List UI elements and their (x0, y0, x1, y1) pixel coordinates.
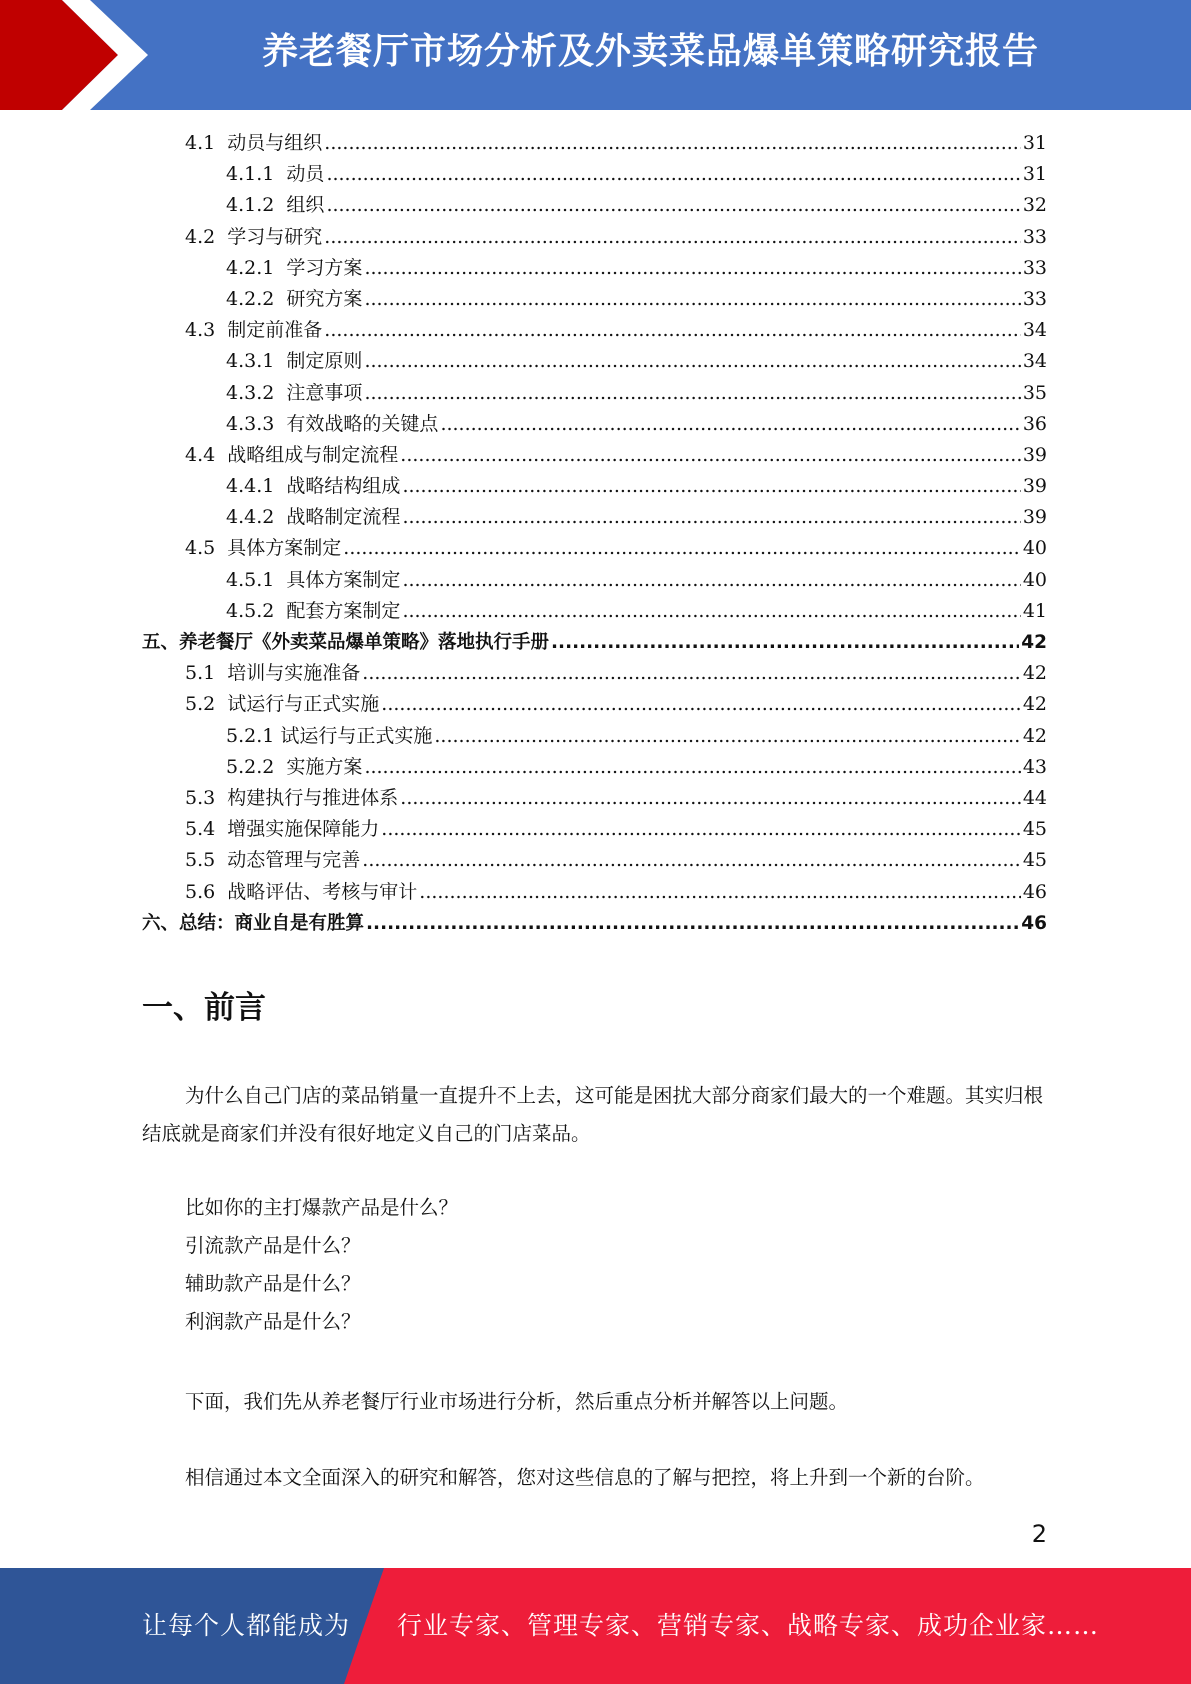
toc-entry-page: 40 (1022, 537, 1047, 560)
question-line: 利润款产品是什么？ (185, 1310, 361, 1333)
toc-leader-dots (419, 877, 1021, 908)
toc-entry[interactable] (142, 752, 1047, 783)
toc-entry-label: 五、养老餐厅《外卖菜品爆单策略》落地执行手册 (142, 632, 550, 653)
toc-entry-label: 4.3.2 注意事项 (226, 381, 363, 404)
page-footer (0, 1568, 1191, 1684)
toc-entry[interactable] (142, 284, 1047, 315)
toc-entry-label: 4.5.2 配套方案制定 (226, 599, 401, 622)
toc-leader-dots (364, 253, 1020, 284)
footer-slogan-right: 行业专家、管理专家、营销专家、战略专家、成功企业家…… (397, 1611, 1100, 1640)
toc-entry[interactable] (142, 533, 1047, 564)
intro-paragraph: 为什么自己门店的菜品销量一直提升不上去，这可能是困扰大部分商家们最大的一个难题。其实归根结底就是商家们并没有很好地定义自己的门店菜品。 (142, 1084, 1044, 1145)
toc-leader-dots (551, 627, 1019, 658)
question-line: 引流款产品是什么？ (185, 1234, 361, 1257)
toc-entry-page: 41 (1022, 599, 1047, 622)
toc-entry-page: 45 (1022, 849, 1047, 872)
toc-entry[interactable] (142, 814, 1047, 845)
toc-entry-label: 4.2.1 学习方案 (226, 256, 363, 279)
toc-entry-label: 4.4 战略组成与制定流程 (185, 443, 399, 466)
toc-entry-page: 33 (1022, 225, 1047, 248)
toc-entry[interactable] (142, 128, 1047, 159)
toc-entry[interactable] (142, 253, 1047, 284)
toc-entry-page: 42 (1022, 662, 1047, 685)
section-heading: 一、前言 (142, 990, 266, 1026)
toc-leader-dots (402, 596, 1020, 627)
toc-entry-page: 42 (1022, 693, 1047, 716)
toc-entry-label: 4.4.1 战略结构组成 (226, 475, 401, 498)
toc-leader-dots (402, 471, 1020, 502)
toc-entry-page: 46 (1021, 912, 1047, 934)
toc-entry-label: 4.5 具体方案制定 (185, 537, 342, 560)
toc-entry-label: 4.3.1 制定原则 (226, 350, 363, 373)
toc-entry-page: 33 (1022, 287, 1047, 310)
toc-entry-label: 5.2.2 实施方案 (226, 755, 363, 778)
toc-entry-label: 4.4.2 战略制定流程 (226, 506, 401, 529)
toc-leader-dots (440, 409, 1020, 440)
question-line: 辅助款产品是什么？ (185, 1272, 361, 1295)
page-header (0, 0, 1191, 110)
toc-leader-dots (381, 689, 1021, 720)
toc-entry[interactable] (142, 689, 1047, 720)
footer-slogan-left: 让每个人都能成为 (142, 1611, 351, 1640)
question-line: 比如你的主打爆款产品是什么？ (185, 1196, 459, 1219)
toc-entry[interactable] (142, 346, 1047, 377)
table-of-contents (142, 128, 1047, 939)
toc-entry-label: 5.3 构建执行与推进体系 (185, 786, 399, 809)
toc-entry[interactable] (142, 471, 1047, 502)
toc-entry-page: 34 (1022, 319, 1047, 342)
toc-entry-page: 31 (1022, 132, 1047, 154)
toc-leader-dots (326, 190, 1020, 221)
toc-entry[interactable] (142, 378, 1047, 409)
toc-entry-page: 39 (1022, 506, 1047, 529)
toc-leader-dots (381, 814, 1021, 845)
toc-entry-page: 43 (1022, 755, 1047, 778)
toc-entry[interactable] (142, 877, 1047, 908)
toc-entry[interactable] (142, 908, 1047, 939)
toc-entry-page: 45 (1022, 818, 1047, 841)
toc-leader-dots (402, 565, 1020, 596)
toc-leader-dots (400, 783, 1021, 814)
toc-entry[interactable] (142, 565, 1047, 596)
toc-entry-label: 5.1 培训与实施准备 (185, 662, 361, 685)
toc-entry[interactable] (142, 596, 1047, 627)
toc-entry-page: 39 (1022, 443, 1047, 466)
toc-entry-label: 4.3.3 有效战略的关键点 (226, 412, 439, 435)
toc-entry[interactable] (142, 502, 1047, 533)
toc-entry[interactable] (142, 190, 1047, 221)
toc-entry-label: 六、总结：商业自是有胜算 (142, 912, 365, 934)
toc-leader-dots (364, 346, 1020, 377)
toc-entry-page: 36 (1022, 412, 1047, 435)
toc-leader-dots (434, 721, 1020, 752)
toc-leader-dots (364, 284, 1020, 315)
toc-leader-dots (364, 378, 1020, 409)
toc-entry[interactable] (142, 721, 1047, 752)
toc-entry-page: 39 (1022, 475, 1047, 498)
toc-entry-page: 42 (1022, 724, 1047, 747)
toc-entry-label: 5.4 增强实施保障能力 (185, 818, 380, 841)
toc-entry-label: 5.6 战略评估、考核与审计 (185, 880, 418, 903)
toc-leader-dots (402, 502, 1020, 533)
toc-leader-dots (364, 752, 1020, 783)
toc-entry-label: 4.2 学习与研究 (185, 225, 323, 248)
toc-entry-page: 46 (1022, 880, 1047, 903)
toc-entry[interactable] (142, 658, 1047, 689)
toc-entry-label: 4.3 制定前准备 (185, 319, 323, 342)
toc-entry[interactable] (142, 159, 1047, 190)
toc-entry-label: 5.5 动态管理与完善 (185, 849, 361, 872)
toc-entry-label: 4.5.1 具体方案制定 (226, 568, 401, 591)
toc-entry[interactable] (142, 222, 1047, 253)
toc-leader-dots (324, 315, 1021, 346)
report-title: 养老餐厅市场分析及外卖菜品爆单策略研究报告 (261, 31, 1039, 72)
toc-entry[interactable] (142, 627, 1047, 658)
toc-leader-dots (366, 908, 1019, 939)
toc-entry-page: 44 (1022, 786, 1047, 809)
toc-entry-label: 4.1 动员与组织 (185, 132, 323, 154)
toc-entry-page: 35 (1022, 381, 1047, 404)
toc-leader-dots (326, 159, 1020, 190)
toc-leader-dots (362, 658, 1021, 689)
toc-entry[interactable] (142, 409, 1047, 440)
toc-entry-page: 33 (1022, 256, 1047, 279)
toc-entry-page: 31 (1022, 163, 1047, 186)
toc-entry[interactable] (142, 783, 1047, 814)
toc-leader-dots (362, 845, 1021, 876)
analysis-paragraph: 下面，我们先从养老餐厅行业市场进行分析，然后重点分析并解答以上问题。 (185, 1390, 849, 1413)
conclusion-paragraph: 相信通过本文全面深入的研究和解答，您对这些信息的了解与把控，将上升到一个新的台阶。 (185, 1466, 985, 1489)
toc-leader-dots (324, 222, 1021, 253)
toc-leader-dots (400, 440, 1021, 471)
toc-leader-dots (343, 533, 1021, 564)
toc-entry-label: 4.1.2 组织 (226, 194, 325, 217)
toc-leader-dots (324, 128, 1021, 159)
toc-entry-page: 42 (1021, 632, 1047, 653)
toc-entry-label: 4.2.2 研究方案 (226, 287, 363, 310)
toc-entry-page: 34 (1022, 350, 1047, 373)
page-number: 2 (1031, 1520, 1047, 1548)
toc-entry[interactable] (142, 845, 1047, 876)
toc-entry-label: 4.1.1 动员 (226, 163, 325, 186)
toc-entry-label: 5.2.1 试运行与正式实施 (226, 724, 433, 747)
toc-entry[interactable] (142, 440, 1047, 471)
toc-entry-page: 32 (1022, 194, 1047, 217)
toc-entry-label: 5.2 试运行与正式实施 (185, 693, 380, 716)
toc-entry-page: 40 (1022, 568, 1047, 591)
toc-entry[interactable] (142, 315, 1047, 346)
